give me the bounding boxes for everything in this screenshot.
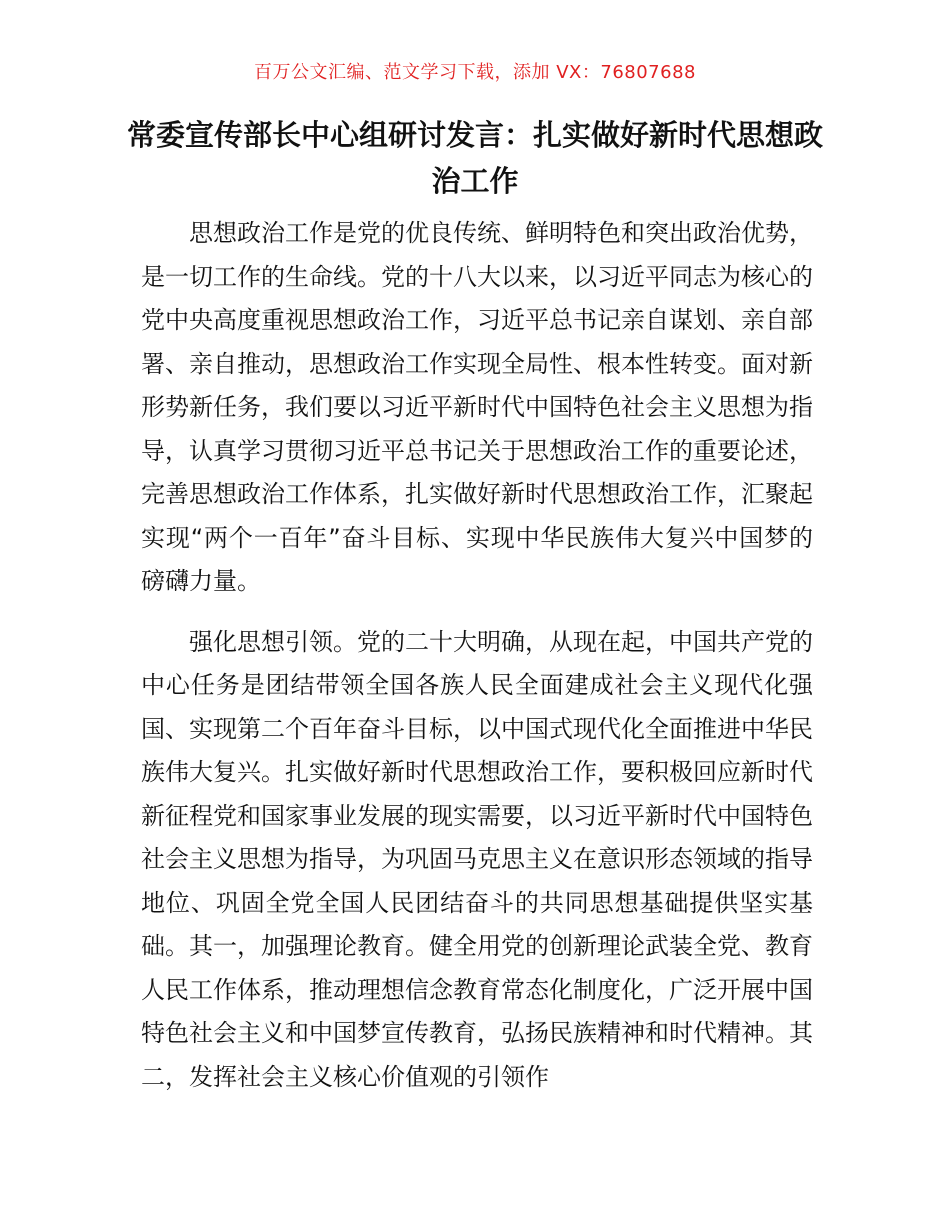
document-body: [141, 212, 813, 1099]
header-watermark-text: 百万公文汇编、范文学习下载，添加 VX：76807688: [254, 62, 696, 83]
paragraph-1: 思想政治工作是党的优良传统、鲜明特色和突出政治优势，是一切工作的生命线。党的十八大以来，以习近平同志为核心的党中央高度重视思想政治工作，习近平总书记亲自谋划、亲自部署、亲自推动，思想政治工作实现全局性、根本性转变。面对新形势新任务，我们要以习近平新时代中国特色社会主义思想为指导，认真学习贯彻习近平总书记关于思想政治工作的重要论述，完善思想政治工作体系，扎实做好新时代思想政治工作，汇聚起实现“两个一百年”奋斗目标、实现中华民族伟大复兴中国梦的磅礴力量。: [141, 219, 813, 595]
document-title: 常委宣传部长中心组研讨发言：扎实做好新时代思想政治工作: [126, 118, 823, 198]
paragraph-2: 强化思想引领。党的二十大明确，从现在起，中国共产党的中心任务是团结带领全国各族人民全面建成社会主义现代化强国、实现第二个百年奋斗目标，以中国式现代化全面推进中华民族伟大复兴。扎实做好新时代思想政治工作，要积极回应新时代新征程党和国家事业发展的现实需要，以习近平新时代中国特色社会主义思想为指导，为巩固马克思主义在意识形态领域的指导地位、巩固全党全国人民团结奋斗的共同思想基础提供坚实基础。其一，加强理论教育。健全用党的创新理论武装全党、教育人民工作体系，推动理想信念教育常态化制度化，广泛开展中国特色社会主义和中国梦宣传教育，弘扬民族精神和时代精神。其二，发挥社会主义核心价值观的引领作: [141, 627, 813, 1091]
